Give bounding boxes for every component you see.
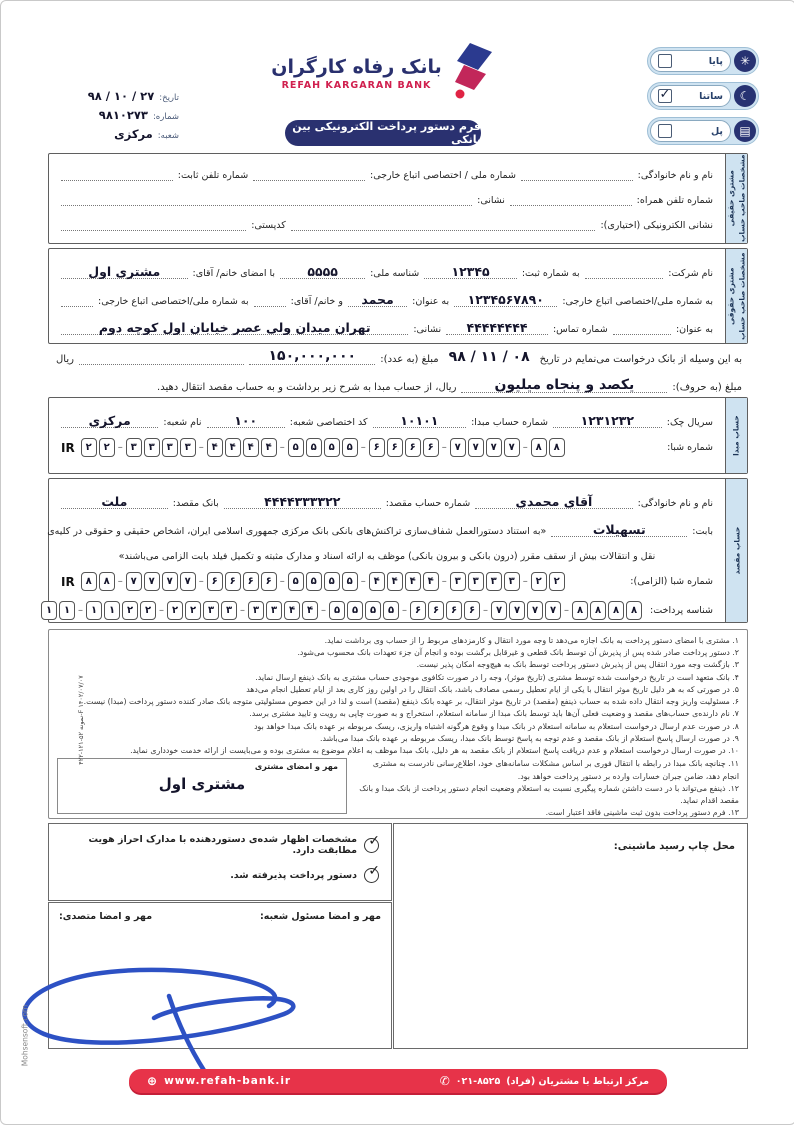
number-value: ۹۸۱۰۲۷۳	[98, 108, 148, 122]
field-blank-slot[interactable]	[521, 180, 633, 181]
form-row	[61, 414, 713, 428]
field-value[interactable]: ۱۲۳۴۵	[424, 265, 517, 279]
digit-box[interactable]: ۷	[504, 438, 520, 457]
digit-box[interactable]: ۶	[446, 601, 462, 620]
digit-box[interactable]: ۳	[266, 601, 282, 620]
digit-box[interactable]: ۶	[428, 601, 444, 620]
field-note: ریال، از حساب مبدا به شرح زیر برداشت و به حساب مقصد انتقال دهید.	[157, 382, 457, 394]
term-item: ۱۰. در صورت ارسال درخواست استعلام و عدم دریافت پاسخ استعلام از بانک مقصد به هر دلیل، بانک مبدا موظف به اعلام موضوع به مشتری بوده و می‌بایست از ارائه خدمت خودداری نماید.	[130, 746, 739, 756]
field-value[interactable]: ۵۵۵۵	[280, 265, 365, 279]
satna-icon: ☾	[734, 85, 756, 107]
field-label: بانک مقصد:	[172, 498, 219, 510]
digit-group-separator: –	[441, 576, 447, 588]
field-blank-slot[interactable]	[510, 205, 632, 206]
digit-box[interactable]: ۷	[126, 572, 142, 591]
section-destination-account-tab	[725, 479, 747, 622]
field-label: بابت:	[692, 526, 713, 538]
form-row	[47, 522, 713, 538]
field-label: کدپستی:	[251, 220, 286, 231]
field-value[interactable]: مشتری اول	[61, 265, 188, 279]
sidebar-label: مشخصات صاحب حساب	[737, 252, 747, 340]
sidebar-label: مشتری حقوقی	[726, 267, 736, 325]
field-blank-slot[interactable]	[61, 180, 173, 181]
field-label: کد اختصاصی شعبه:	[289, 417, 368, 429]
digit-group-separator: –	[159, 605, 165, 617]
digit-group	[126, 572, 196, 591]
digit-box[interactable]: ۴	[243, 438, 259, 457]
teller-label: مهر و امضا متصدی:	[59, 911, 153, 922]
field-label: شماره تماس:	[552, 324, 608, 336]
bank-name-fa: بانک رفاه کارگران	[271, 55, 442, 78]
payment-id-label: شناسه پرداخت:	[650, 605, 713, 617]
digit-group-separator: –	[240, 605, 246, 617]
digit-box[interactable]: ۴	[405, 572, 421, 591]
digit-box[interactable]: ۷	[527, 601, 543, 620]
digit-box[interactable]: ۵	[347, 601, 363, 620]
field-label: نشانی:	[413, 324, 442, 336]
digit-group	[572, 601, 642, 620]
digit-box[interactable]: ۳	[486, 572, 502, 591]
form-row	[61, 170, 713, 181]
digit-group-separator: –	[117, 576, 123, 588]
iban-prefix: IR	[61, 440, 75, 455]
field-label: به شماره ملی/اختصاصی اتباع خارجی:	[562, 296, 713, 308]
dest-sheba-label: شماره شبا (الزامی):	[630, 576, 713, 588]
field-label: شماره تلفن ثابت:	[177, 170, 249, 181]
digit-group	[531, 438, 565, 457]
digit-group	[288, 572, 358, 591]
digit-box[interactable]: ۴	[369, 572, 385, 591]
field-label: به این وسیله از بانک درخواست می‌نمایم در تاریخ	[539, 353, 742, 365]
paya-icon: ✳	[734, 50, 756, 72]
field-blank-slot[interactable]	[253, 180, 365, 181]
sidebar-label: مشخصات صاحب حساب	[737, 154, 747, 243]
field-value[interactable]: ۹۸ / ۱۱ / ۰۸	[448, 349, 530, 365]
digit-group	[248, 601, 318, 620]
field-value[interactable]: ۱۲۳۴۵۶۷۸۹۰	[454, 293, 557, 307]
form-row	[56, 349, 742, 365]
form-row	[61, 195, 713, 206]
field-value[interactable]: ۱۲۳۱۲۳۲	[553, 414, 662, 428]
term-item: ۵. در صورتی که به هر دلیل تاریخ موثر انتقال با یکی از ایام تعطیل رسمی مصادف باشد، بانک انتقال را در اولین روز کاری بعد از ایام تعطیل انجام می‌دهد	[246, 684, 739, 694]
form-meta	[57, 89, 179, 146]
form-row	[61, 265, 713, 279]
digit-box[interactable]: ۴	[261, 438, 277, 457]
machine-receipt-box	[393, 823, 748, 1049]
field-label: به شماره ثبت:	[521, 268, 580, 280]
field-label: نام شعبه:	[163, 417, 202, 429]
customer-stamp-box[interactable]	[57, 758, 347, 814]
digit-group	[207, 438, 277, 457]
digit-box[interactable]: ۸	[99, 572, 115, 591]
bank-name-en: REFAH KARGARAN BANK	[281, 79, 432, 91]
digit-box[interactable]: ۳	[203, 601, 219, 620]
section-real-customer	[48, 153, 748, 244]
digit-box[interactable]: ۷	[162, 572, 178, 591]
term-item: ۱۳. فرم دستور پرداخت بدون ثبت ماشینی فاقد اعتبار است.	[545, 808, 739, 818]
footer-bar	[129, 1069, 667, 1093]
website-link[interactable]: www.refah-bank.ir	[164, 1075, 292, 1087]
digit-box[interactable]: ۸	[549, 438, 565, 457]
digit-group-separator: –	[279, 576, 285, 588]
term-item: ۸. در صورت عدم ارسال درخواست استعلام به سامانه استعلام در بانک مبدا و وقوع هرگونه اشتباه واریزی، ریسک مربوطه بر عهده بانک مبدا خواهد بود	[254, 721, 739, 731]
section-legal-customer	[48, 248, 748, 344]
digit-box[interactable]: ۶	[369, 438, 385, 457]
destination-account-fields	[45, 479, 725, 622]
digit-group-separator: –	[321, 605, 327, 617]
digit-group	[329, 601, 399, 620]
digit-box[interactable]: ۸	[81, 572, 97, 591]
watermark: Mohsensoft.com	[20, 1004, 30, 1067]
terms-list-top	[57, 635, 739, 757]
digit-group	[207, 572, 277, 591]
field-label: شناسه ملی:	[370, 268, 420, 280]
field-blank-slot[interactable]	[585, 278, 664, 279]
digit-group	[531, 572, 565, 591]
digit-group-separator: –	[117, 442, 123, 454]
field-label: با امضای خانم/ آقای:	[192, 268, 276, 280]
term-item: ۶. مسئولیت واریز وجه انتقال داده شده به حساب ذینفع (مقصد) در تاریخ موثر انتقال، بر عهده بانک ذینفع (مقصد) است و لذا در این خصوص مسئولیتی متوجه بانک صادر کننده دستور پرداخت (مبدا) نیست.	[83, 697, 739, 707]
field-label: شماره حساب مقصد:	[385, 498, 471, 510]
digit-group-separator: –	[198, 442, 204, 454]
form-row	[61, 495, 713, 509]
digit-box[interactable]: ۵	[329, 601, 345, 620]
paya-checkbox[interactable]	[658, 54, 672, 68]
method-satna[interactable]	[647, 82, 759, 110]
term-item: ۱. مشتری با امضای دستور پرداخت به بانک اجازه می‌دهد تا وجه مورد انتقال و کارمزدهای مربوط را از حساب وی برداشت نماید.	[324, 636, 739, 645]
field-label: به عنوان:	[675, 324, 713, 336]
field-value[interactable]: ۴۴۴۴۳۳۳۳۲۲	[224, 495, 381, 509]
iban-prefix: IR	[61, 574, 75, 589]
digit-box[interactable]: ۸	[590, 601, 606, 620]
digit-box[interactable]: ۵	[365, 601, 381, 620]
digit-group	[450, 438, 520, 457]
method-paya[interactable]	[647, 47, 759, 75]
digit-box[interactable]: ۷	[491, 601, 507, 620]
field-value[interactable]: تهران میدان ولی عصر خیابان اول کوچه دوم	[61, 321, 408, 335]
bank-logo	[269, 43, 494, 103]
sidebar-label: حساب مقصد	[731, 526, 741, 575]
digit-group-separator: –	[402, 605, 408, 617]
digit-group	[41, 601, 75, 620]
satna-checkbox[interactable]: ✓	[659, 87, 671, 102]
digit-group-separator: –	[441, 442, 447, 454]
identity-verified-text: مشخصات اظهار شده‌ی دستوردهنده با مدارک احراز هویت مطابقت دارد.	[88, 834, 357, 856]
section-legal-customer-tab	[725, 249, 747, 343]
sidebar-label: حساب مبدا	[731, 415, 741, 456]
source-account-fields	[49, 398, 725, 473]
digit-box[interactable]: ۲	[140, 601, 156, 620]
digit-box[interactable]: ۶	[423, 438, 439, 457]
verification-box	[48, 823, 392, 901]
bank-logo-mark-icon	[450, 43, 492, 103]
digit-box[interactable]: ۵	[342, 572, 358, 591]
digit-box[interactable]: ۳	[126, 438, 142, 457]
form-title: فرم دستور پرداخت الکترونیکی بین بانکی	[285, 120, 481, 146]
digit-group-separator: –	[360, 576, 366, 588]
field-value[interactable]: ۱۰۱۰۱	[373, 414, 467, 428]
digit-box[interactable]: ۸	[626, 601, 642, 620]
digit-group-separator: –	[198, 576, 204, 588]
digit-box[interactable]: ۸	[572, 601, 588, 620]
method-pol[interactable]	[647, 117, 759, 145]
section-real-customer-tab	[725, 154, 747, 243]
digit-box[interactable]: ۳	[450, 572, 466, 591]
field-value[interactable]: محمد	[348, 293, 407, 307]
digit-box[interactable]: ۳	[248, 601, 264, 620]
term-item: ۴. بانک متعهد است در تاریخ درخواست شده توسط مشتری (تاریخ موثر)، وجه را در صورت تکافوی موجودی حساب مشتری به بانک ذینفع ارسال نماید.	[255, 672, 739, 682]
digit-box[interactable]: ۲	[81, 438, 97, 457]
field-label: مبلغ (به عدد):	[380, 353, 439, 365]
customer-stamp-label: مهر و امضای مشتری	[254, 762, 338, 772]
field-label: نام و نام خانوادگی:	[637, 170, 713, 181]
method-paya-label: پایا	[708, 55, 723, 67]
digit-box[interactable]: ۳	[162, 438, 178, 457]
term-item: ۱۲. ذینفع می‌تواند با در دست داشتن شماره پیگیری نسبت به استعلام وضعیت انجام دستور پرداخت از بانک مبدا و بانک مقصد اقدام نماید.	[359, 783, 739, 806]
branch-officer-label: مهر و امضا مسئول شعبه:	[259, 911, 381, 922]
digit-group	[450, 572, 520, 591]
digit-box[interactable]: ۸	[531, 438, 547, 457]
digit-box[interactable]: ۱	[86, 601, 102, 620]
digit-box[interactable]: ۶	[410, 601, 426, 620]
digit-box[interactable]: ۴	[302, 601, 318, 620]
transfer-method-group	[647, 47, 759, 145]
digit-group	[410, 601, 480, 620]
digit-box[interactable]: ۵	[383, 601, 399, 620]
digit-box[interactable]: ۴	[387, 572, 403, 591]
term-item: ۹. در صورت ارسال پاسخ استعلام از بانک مقصد و عدم توجه به پاسخ توسط بانک مبدا، ریسک مربوطه بر عهده بانک مبدا می‌باشد.	[320, 733, 739, 743]
identity-verified-checkbox[interactable]	[364, 832, 380, 853]
field-blank-slot[interactable]	[613, 334, 671, 335]
digit-box[interactable]: ۷	[144, 572, 160, 591]
form-row	[61, 220, 713, 231]
dest-sheba-digits	[61, 572, 622, 591]
field-blank-slot[interactable]	[79, 364, 244, 365]
section-destination-account	[45, 478, 748, 623]
digit-box[interactable]: ۷	[468, 438, 484, 457]
digit-group-separator: –	[522, 442, 528, 454]
field-label: سریال چک:	[666, 417, 713, 429]
field-note: «به استناد دستورالعمل شفاف‌سازی تراکنش‌های بانکی بانک مرکزی جمهوری اسلامی ایران، اشخاص حقیقی و حقوقی در کلیه‌ی	[47, 526, 547, 538]
field-label: به شماره ملی/اختصاصی اتباع خارجی:	[98, 296, 249, 308]
field-note: نقل و انتقالات بیش از سقف مقرر (درون بانکی و بیرون بانکی) موظف به ارائه اسناد و مدارک مثبته و تکمیل فیلد بابت الزامی می‌باشند»	[118, 551, 656, 563]
digit-box[interactable]: ۷	[545, 601, 561, 620]
legal-customer-fields	[49, 249, 725, 343]
branch-label: شعبه:	[157, 131, 179, 141]
field-value[interactable]: آقای محمدی	[475, 495, 632, 509]
digit-box[interactable]: ۳	[221, 601, 237, 620]
digit-box[interactable]: ۳	[180, 438, 196, 457]
digit-group-separator: –	[483, 605, 489, 617]
field-label: به عنوان:	[412, 296, 450, 308]
digit-box[interactable]: ۶	[261, 572, 277, 591]
branch-value: مرکزی	[114, 127, 153, 141]
term-item: ۷. نام دارنده‌ی حساب‌های مقصد و وضعیت فعلی آن‌ها باید توسط بانک مبدا از سامانه استعلام، استخراج و به صورت چاپی به رویت و تایید مشتری برسد.	[249, 709, 739, 719]
digit-box[interactable]: ۲	[531, 572, 547, 591]
digit-box[interactable]: ۴	[207, 438, 223, 457]
field-value[interactable]: تسهیلات	[551, 523, 687, 537]
digit-group	[288, 438, 358, 457]
digit-group	[86, 601, 156, 620]
field-label: ریال	[56, 353, 74, 365]
section-source-account-tab	[725, 398, 747, 473]
form-row	[61, 293, 713, 307]
digit-group	[81, 438, 115, 457]
digit-group	[81, 572, 115, 591]
digit-box[interactable]: ۵	[306, 438, 322, 457]
digit-group	[126, 438, 196, 457]
real-customer-fields	[49, 154, 725, 243]
date-label: تاریخ:	[159, 93, 179, 103]
form-row	[61, 321, 713, 335]
term-item: ۳. بازگشت وجه مورد انتقال پس از پذیرش دستور پرداخت توسط بانک به هیچ‌وجه امکان پذیر نیست.	[416, 660, 739, 670]
number-label: شماره:	[152, 112, 179, 122]
field-value[interactable]: یکصد و پنجاه میلیون	[461, 378, 667, 394]
digit-box[interactable]: ۲	[122, 601, 138, 620]
pol-checkbox[interactable]	[658, 124, 672, 138]
digit-group-separator: –	[522, 576, 528, 588]
digit-group-separator: –	[279, 442, 285, 454]
method-pol-label: پل	[710, 125, 723, 137]
field-value[interactable]: ملت	[61, 495, 168, 509]
machine-receipt-label: محل چاپ رسید ماشینی:	[613, 841, 735, 852]
digit-box[interactable]: ۲	[99, 438, 115, 457]
form-code: نمونه ۵۲-۱۲۱-۴۲۲-F ۱۴۰۲/۰۷/۰۷	[77, 675, 85, 765]
digit-box[interactable]: ۱	[104, 601, 120, 620]
field-blank-slot[interactable]	[61, 306, 93, 307]
digit-box[interactable]: ۶	[225, 572, 241, 591]
phone-icon: ✆	[439, 1074, 450, 1088]
digit-box[interactable]: ۳	[468, 572, 484, 591]
field-label: شماره تلفن همراه:	[636, 195, 713, 206]
customer-stamp-signature: مشتری اول	[158, 775, 246, 794]
digit-group	[167, 601, 237, 620]
terms-and-conditions	[48, 629, 748, 819]
order-accepted-checkbox[interactable]	[364, 863, 380, 883]
section-source-account	[48, 397, 748, 474]
digit-box[interactable]: ۶	[405, 438, 421, 457]
digit-box[interactable]: ۵	[324, 572, 340, 591]
branch-signature-box[interactable]	[48, 902, 392, 1049]
form-row	[61, 551, 713, 562]
field-label: مبلغ (به حروف):	[672, 382, 742, 394]
field-label: شماره حساب مبدا:	[471, 417, 548, 429]
digit-box[interactable]: ۵	[324, 438, 340, 457]
payment-id-digits	[41, 601, 642, 620]
digit-box[interactable]: ۷	[486, 438, 502, 457]
field-value[interactable]: مرکزی	[61, 414, 158, 428]
field-label: شماره ملی / اختصاصی اتباع خارجی:	[370, 170, 516, 181]
field-label: نام و نام خانوادگی:	[637, 498, 713, 510]
pol-icon: ▤	[734, 120, 756, 142]
digit-box[interactable]: ۶	[243, 572, 259, 591]
globe-icon: ⊕	[147, 1074, 159, 1088]
form-row	[56, 378, 742, 394]
field-value[interactable]: ۱۰۰	[207, 414, 285, 428]
field-label: و خانم/ آقای:	[290, 296, 343, 308]
method-satna-label: ساتنا	[699, 90, 723, 102]
field-value[interactable]: ۱۵۰,۰۰۰,۰۰۰	[249, 349, 375, 365]
digit-group	[491, 601, 561, 620]
sidebar-label: مشتری حقیقی	[726, 170, 736, 227]
terms-list-bottom	[355, 758, 739, 819]
digit-box[interactable]: ۵	[288, 572, 304, 591]
digit-box[interactable]: ۶	[387, 438, 403, 457]
order-accepted-text: دستور پرداخت پذیرفته شد.	[230, 870, 357, 881]
field-blank-slot[interactable]	[254, 306, 286, 307]
digit-box[interactable]: ۷	[180, 572, 196, 591]
field-label: نشانی:	[477, 195, 505, 206]
digit-box[interactable]: ۵	[306, 572, 322, 591]
field-label: نام شرکت:	[668, 268, 713, 280]
digit-box[interactable]: ۳	[144, 438, 160, 457]
digit-box[interactable]: ۳	[504, 572, 520, 591]
digit-group-separator: –	[564, 605, 570, 617]
digit-box[interactable]: ۲	[167, 601, 183, 620]
digit-box[interactable]: ۵	[342, 438, 358, 457]
check-icon: ✓	[368, 832, 380, 849]
field-blank-slot[interactable]	[61, 230, 246, 231]
source-sheba-digits	[61, 438, 659, 457]
digit-box[interactable]: ۷	[450, 438, 466, 457]
digit-group-separator: –	[360, 442, 366, 454]
field-blank-slot[interactable]	[61, 205, 472, 206]
digit-box[interactable]: ۱	[59, 601, 75, 620]
digit-box[interactable]: ۴	[423, 572, 439, 591]
digit-group	[369, 572, 439, 591]
field-value[interactable]: ۴۴۴۴۴۴۴۴	[446, 321, 548, 335]
contact-phone: ۰۲۱-۸۵۲۵	[455, 1075, 501, 1087]
term-item: ۲. دستور پرداخت صادر شده پس از پذیرش آن توسط بانک قطعی و غیرقابل برگشت بوده و انجام آن جزء تعهدات بانک محسوب می‌شود.	[297, 648, 739, 658]
digit-group-separator: –	[78, 605, 84, 617]
digit-box[interactable]: ۲	[185, 601, 201, 620]
digit-group	[369, 438, 439, 457]
digit-box[interactable]: ۶	[464, 601, 480, 620]
digit-box[interactable]: ۸	[608, 601, 624, 620]
digit-box[interactable]: ۴	[225, 438, 241, 457]
field-label: نشانی الکترونیکی (اختیاری):	[600, 220, 713, 231]
source-sheba-label: شماره شبا:	[667, 442, 713, 454]
digit-box[interactable]: ۱	[41, 601, 57, 620]
contact-center-text: مرکز ارتباط با مشتریان (فراد)	[506, 1075, 649, 1087]
digit-box[interactable]: ۴	[284, 601, 300, 620]
term-item: ۱۱. چنانچه بانک مبدا در رابطه با انتقال فوری بر اساس مشکلات سامانه‌های خود، اطلاع‌رسانی نادرست به مشتری انجام دهد، ضامن جبران خسارات وارده بر دستور پرداخت خواهد بود.	[372, 759, 739, 781]
date-value: ۹۸ / ۱۰ / ۲۷	[87, 89, 155, 103]
digit-box[interactable]: ۶	[207, 572, 223, 591]
digit-box[interactable]: ۵	[288, 438, 304, 457]
check-icon: ✓	[368, 863, 380, 879]
digit-box[interactable]: ۲	[549, 572, 565, 591]
digit-box[interactable]: ۷	[509, 601, 525, 620]
field-blank-slot[interactable]	[291, 230, 596, 231]
